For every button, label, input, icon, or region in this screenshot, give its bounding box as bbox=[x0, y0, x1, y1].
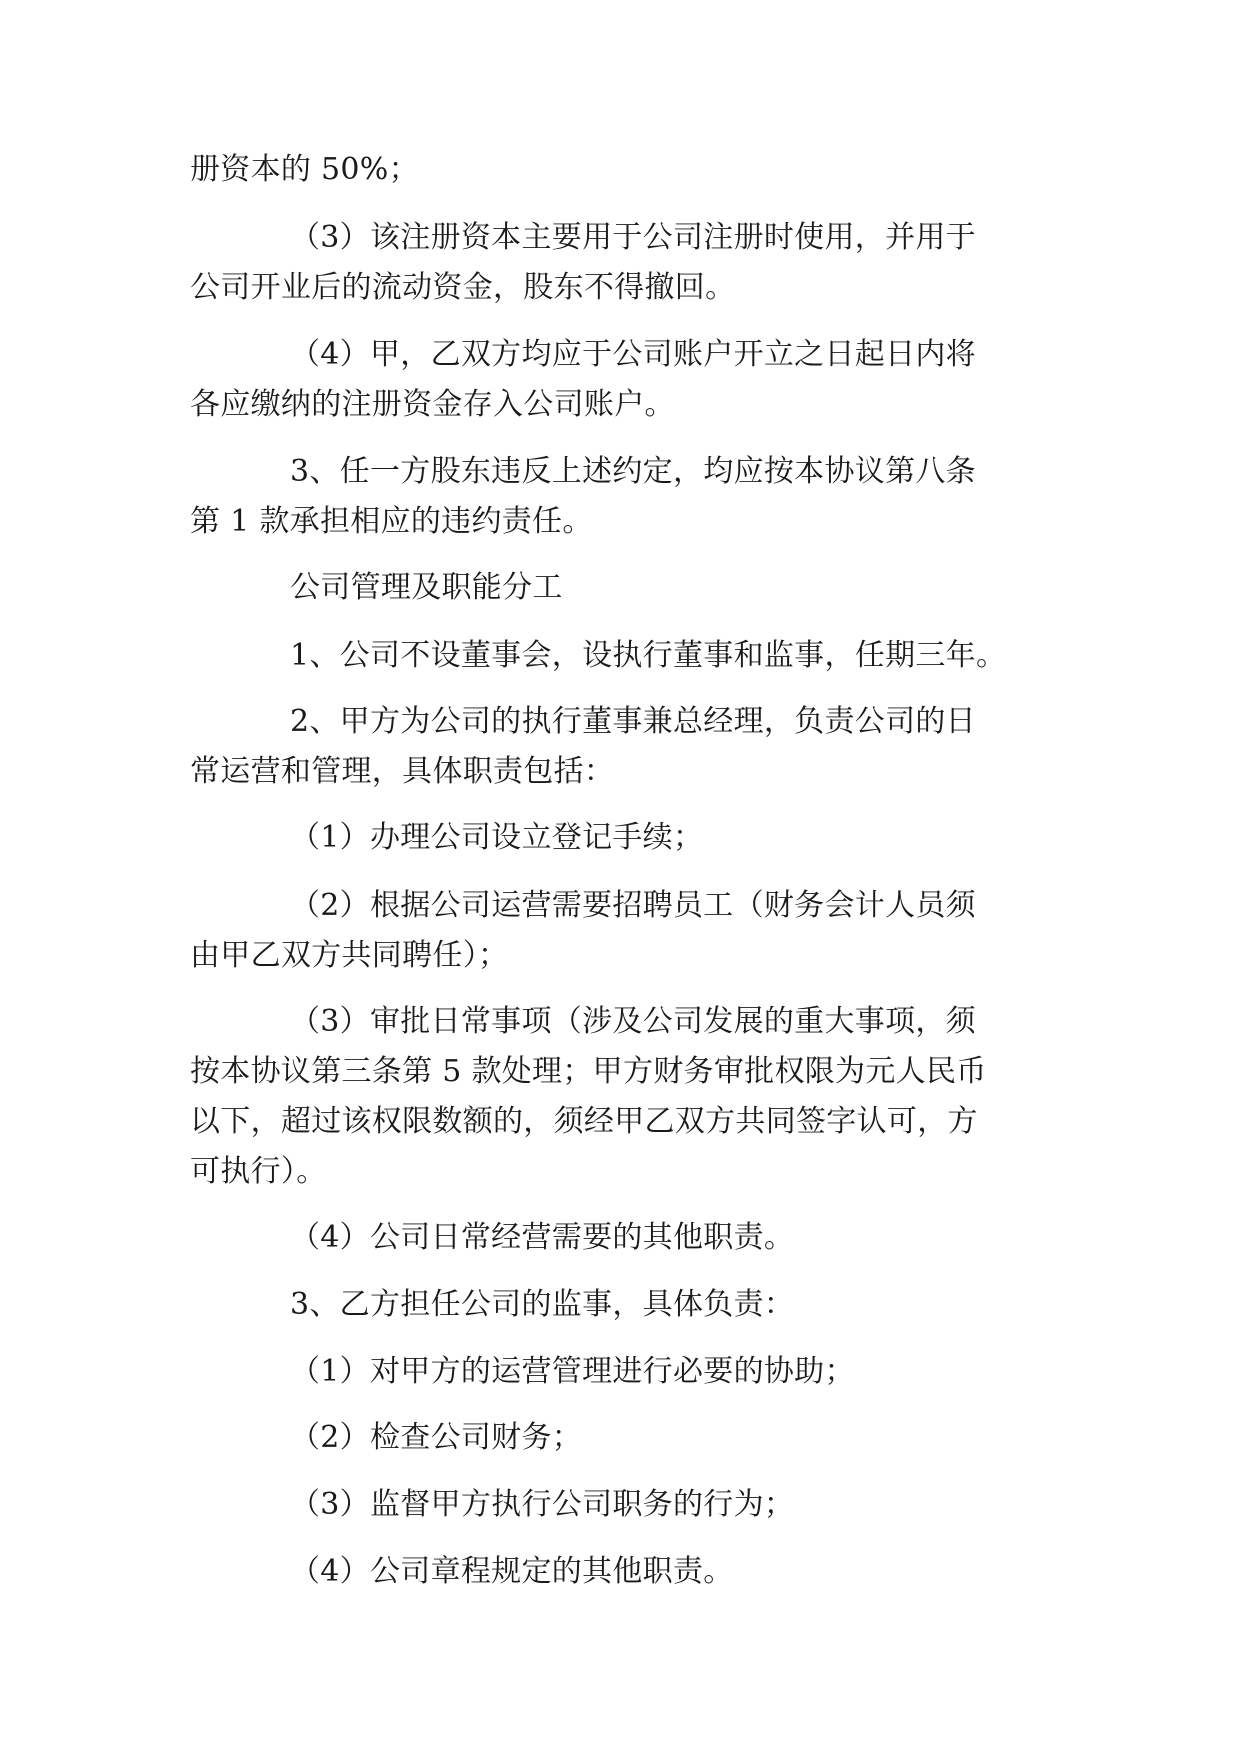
text-line-2: （3）该注册资本主要用于公司注册时使用，并用于 bbox=[290, 220, 976, 255]
text-line-18: 可执行）。 bbox=[190, 1154, 327, 1189]
text-line-12: （1）办理公司设立登记手续； bbox=[290, 820, 704, 855]
text-line-22: （2）检查公司财务； bbox=[290, 1420, 583, 1455]
text-line-1: 册资本的 50%； bbox=[190, 152, 419, 187]
text-line-21: （1）对甲方的运营管理进行必要的协助； bbox=[290, 1354, 855, 1389]
text-line-14: 由甲乙双方共同聘任）； bbox=[190, 938, 509, 973]
text-line-19: （4）公司日常经营需要的其他职责。 bbox=[290, 1220, 795, 1255]
text-line-3: 公司开业后的流动资金，股东不得撤回。 bbox=[190, 270, 736, 305]
text-line-9: 1、公司不设董事会，设执行董事和监事，任期三年。 bbox=[290, 638, 1007, 673]
text-line-17: 以下，超过该权限数额的，须经甲乙双方共同签字认可，方 bbox=[190, 1104, 978, 1139]
text-line-11: 常运营和管理，具体职责包括： bbox=[190, 754, 615, 789]
text-line-6: 3、任一方股东违反上述约定，均应按本协议第八条 bbox=[290, 454, 976, 489]
text-line-7: 第 1 款承担相应的违约责任。 bbox=[190, 504, 593, 539]
text-line-16: 按本协议第三条第 5 款处理；甲方财务审批权限为元人民币 bbox=[190, 1054, 987, 1089]
section-heading: 公司管理及职能分工 bbox=[290, 570, 563, 605]
text-line-20: 3、乙方担任公司的监事，具体负责： bbox=[290, 1287, 795, 1322]
text-line-15: （3）审批日常事项（涉及公司发展的重大事项，须 bbox=[290, 1004, 976, 1039]
text-line-13: （2）根据公司运营需要招聘员工（财务会计人员须 bbox=[290, 888, 976, 923]
text-line-10: 2、甲方为公司的执行董事兼总经理，负责公司的日 bbox=[290, 704, 976, 739]
text-line-23: （3）监督甲方执行公司职务的行为； bbox=[290, 1487, 795, 1522]
text-line-4: （4）甲，乙双方均应于公司账户开立之日起日内将 bbox=[290, 337, 976, 372]
text-line-24: （4）公司章程规定的其他职责。 bbox=[290, 1554, 734, 1589]
text-line-5: 各应缴纳的注册资金存入公司账户。 bbox=[190, 387, 675, 422]
